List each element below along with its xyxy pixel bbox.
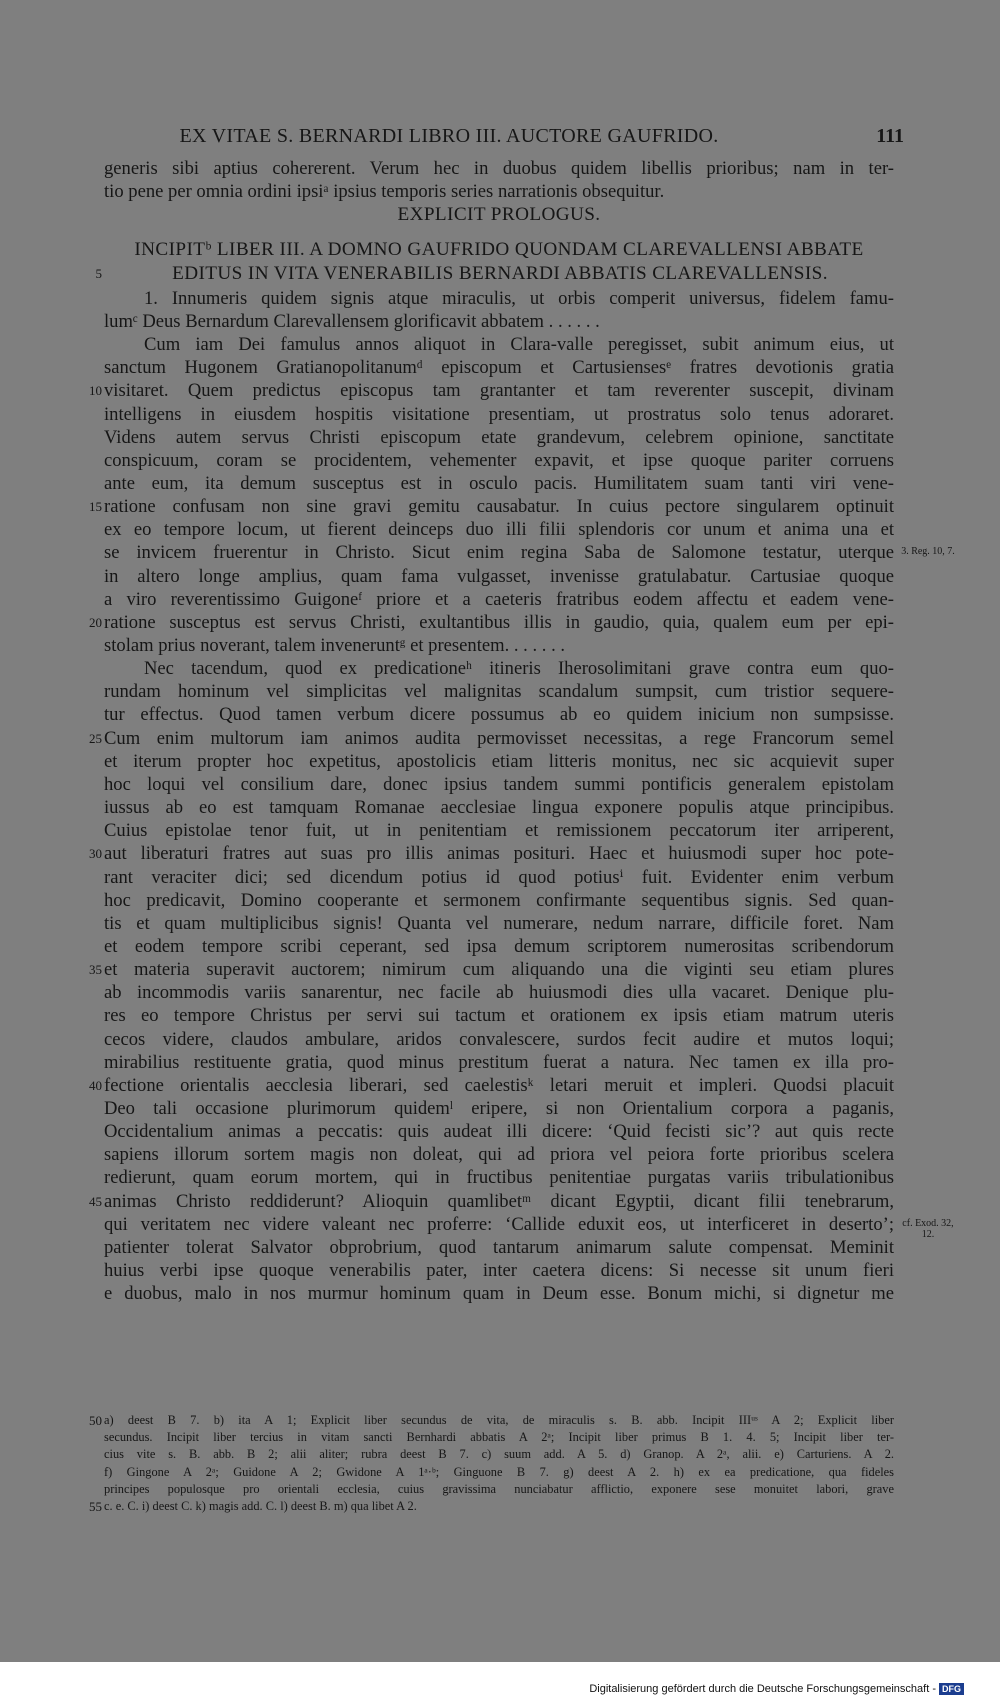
text-line: tis et quam multiplicibus signis! Quanta vel numerare, nedum narrare, difficile foret. Nam [104, 912, 894, 934]
text-line: aut liberaturi fratres aut suas pro illis animas posituri. Haec et huiusmodi super hoc pote- [104, 843, 894, 865]
text-line: iussus ab eo est tamquam Romanae aecclesiae lingua exponere populis atque principibus. [104, 797, 894, 819]
text-line: mirabilius restituente gratia, quod minus prestitum fuerat a natura. Nec tamen ex illa pro- [104, 1051, 894, 1073]
footnote-line: c. e. C. i) deest C. k) magis add. C. l) deest B. m) qua libet A 2. [104, 1499, 417, 1513]
text-line: Videns autem servus Christi episcopum etate grandevum, celebrem opinione, sanctitate [104, 426, 894, 448]
text-line: Nec tacendum, quod ex predicationeʰ itineris Iherosolimitani grave contra eum quo- [144, 658, 894, 680]
text-line: Cuius epistolae tenor fuit, ut in penitentiam et remissionem peccatorum iter arriperent, [104, 820, 894, 842]
credit-text: Digitalisierung gefördert durch die Deutsche Forschungsgemeinschaft - [589, 1683, 936, 1695]
text-line: Cum enim multorum iam animos audita permovisset necessitas, a rege Francorum semel [104, 727, 894, 749]
margin-reference: cf. Exod. 32, 12. [902, 1217, 954, 1240]
text-line: et iterum propter hoc expetitus, apostolicis etiam litteris monitus, nec sic acquievit super [104, 750, 894, 772]
text-line: tio pene per omnia ordini ipsiᵃ ipsius temporis series narrationis obsequitur. [104, 181, 665, 203]
line-number: 20 [89, 614, 102, 630]
line-number: 25 [89, 730, 102, 746]
line-number: 30 [89, 846, 102, 862]
text-line: huius verbi ipse quoque venerabilis pater, inter caetera dicens: Si necesse sit unum fieri [104, 1260, 894, 1282]
line-number: 5 [95, 265, 102, 281]
text-line: intelligens in eiusdem hospitis visitatione presentiam, ut prostratus solo tenus adoraret. [104, 403, 894, 425]
text-line: ratione susceptus est servus Christi, exultantibus illis in gaudio, quia, qualem eum per epi- [104, 611, 894, 633]
text-line: rant veraciter dici; sed dicendum potius id quod potiusⁱ fuit. Evidenter enim verbum [104, 866, 894, 888]
text-line: redierunt, quam eorum mortem, qui in fructibus penitentiae purgatas variis tribulationibus [104, 1167, 894, 1189]
text-line: animas Christo reddiderunt? Alioquin quamlibetᵐ dicant Egyptii, dicant filii tenebrarum, [104, 1190, 894, 1212]
text-line: in altero longe amplius, quam fama vulgasset, invenisse gratulabatur. Cartusiae quoque [104, 565, 894, 587]
text-line: ex eo tempore locum, ut fierent deinceps duo illi filii splendoris cor unum et anima una et [104, 519, 894, 541]
text-line: ab incommodis variis sanarentur, nec facile ab huiusmodi dies ulla vacaret. Denique plu- [104, 982, 894, 1004]
text-line: rundam hominum vel simplicitas vel malignitas scandalum sumpsit, cum tristior sequere- [104, 681, 894, 703]
text-line: hoc predicavit, Domino cooperante et sermonem confirmante sequentibus signis. Sed quan- [104, 889, 894, 911]
text-line: res eo tempore Christus per servi sui tactum et orationem ex ipsis etiam matrum uteris [104, 1005, 894, 1027]
text-line: generis sibi aptius cohererent. Verum hec in duobus quidem libellis prioribus; nam in ter- [104, 158, 894, 179]
text-line: stolam prius noverant, talem inveneruntᵍ et presentem. . . . . . . [104, 635, 566, 656]
dfg-logo: DFG [939, 1683, 964, 1695]
text-line: sanctum Hugonem Gratianopolitanumᵈ episcopum et Cartusiensesᵉ fratres devotionis gratia [104, 357, 894, 379]
text-line: Deo tali occasione plurimorum quidemˡ eripere, si non Orientalium corpora a paganis, [104, 1098, 894, 1119]
footnote-line: cius vite s. B. abb. B 2; alii aliter; rubra deest B 7. c) suum add. A 5. d) Granop. A 2ᵃ, alii. e) Carturiens. A 2. [104, 1447, 894, 1462]
text-line: cecos videre, claudos ambulare, aridos convalescere, surdos fecit audire et mutos loqui; [104, 1028, 894, 1050]
running-title: EX VITAE S. BERNARDI LIBRO III. AUCTORE GAUFRIDO. [179, 125, 719, 147]
footnote-line: secundus. Incipit liber tercius in vitam sancti Bernhardi abbatis A 2ᵃ; Incipit liber primus B 1. 4. 5; Incipit liber ter- [104, 1430, 894, 1445]
text-line: fectione orientalis aecclesia liberari, sed caelestisᵏ letari meruit et impleri. Quodsi placuit [104, 1074, 894, 1096]
line-number: 45 [89, 1193, 102, 1209]
text-line: et materia superavit auctorem; nimirum cum aliquando una die viginti seu etiam plures [104, 959, 894, 981]
line-number: 40 [89, 1077, 102, 1093]
text-line: tur effectus. Quod tamen verbum dicere possumus ab eo quidem inicium non sumpsisse. [104, 704, 894, 726]
text-line: 1. Innumeris quidem signis atque miraculis, ut orbis comperit universus, fidelem famu- [144, 287, 894, 309]
text-line: a viro reverentissimo Guigoneᶠ priore et a caeteris fratribus eodem affectu et eadem vene- [104, 588, 894, 610]
text-line: lumᶜ Deus Bernardum Clarevallensem glorificavit abbatem . . . . . . [104, 310, 600, 332]
text-line: se invicem fruerentur in Christo. Sicut enim regina Saba de Salomone testatur, uterque [104, 542, 894, 564]
text-line: e duobus, malo in nos murmur hominum quam in Deum esse. Bonum michi, si dignetur me [104, 1283, 894, 1305]
text-line: patienter tolerat Salvator obprobrium, quod tantarum animarum salute compensat. Meminit [104, 1236, 894, 1258]
line-number: 10 [89, 383, 102, 399]
text-line: ratione confusam non sine gravi gemitu causabatur. In cuius pectore singularem optinuit [104, 496, 894, 518]
text-line: hoc loqui vel consilium dare, donec ipsius tandem summi pontificis generalem epistolam [104, 773, 894, 795]
text-line: ante eum, ita demum susceptus est in osculo pacis. Humilitatem suam tanti viri vene- [104, 472, 894, 494]
text-line: conspicuum, coram se procidentem, vehementer expavit, et ipse quoque pariter corruens [104, 449, 894, 471]
margin-reference: 3. Reg. 10, 7. [901, 546, 955, 558]
text-line: et eodem tempore scribi ceperant, sed ipsa demum scriptorem numerositas scribendorum [104, 935, 894, 957]
text-line: Cum iam Dei famulus annos aliquot in Clara-valle peregisset, subit animum eius, ut [144, 334, 894, 356]
text-line: EDITUS IN VITA VENERABILIS BERNARDI ABBATIS CLAREVALLENSIS. [172, 262, 828, 284]
text-line: INCIPITᵇ LIBER III. A DOMNO GAUFRIDO QUONDAM CLAREVALLENSI ABBATE [134, 239, 864, 261]
line-number: 35 [89, 962, 102, 978]
page-number: 111 [876, 125, 904, 147]
footnote-line: f) Gingone A 2ᵃ; Guidone A 2; Gwidone A 1ᵃ·ᵇ; Ginguone B 7. g) deest A 2. h) ex ea predicatione, qua fideles [104, 1464, 894, 1479]
text-line: Occidentalium animas a peccatis: quis audeat illi dicere: ‘Quid fecisti sic’? aut quis recte [104, 1121, 894, 1143]
text-line: sapiens illorum sortem magis non doleat, qui ad priora vel peiora forte prioribus scelera [104, 1144, 894, 1166]
line-number: 15 [89, 499, 102, 515]
text-line: visitaret. Quem predictus episcopus tam grantanter et tam reverenter suscepit, divinam [104, 380, 894, 402]
footnote-line: principes populosque pro orientali ecclesia, cuius gravissima nunciabatur afflictio, exponere sese monuitet labori, grave [104, 1481, 894, 1496]
text-line: EXPLICIT PROLOGUS. [397, 204, 601, 226]
digitization-credit [589, 1683, 964, 1695]
page-header [104, 125, 904, 155]
text-line: qui veritatem nec videre valeant nec proferre: ‘Callide eduxit eos, ut interficeret in deserto’; [104, 1213, 894, 1235]
line-number: 50 [89, 1413, 102, 1428]
footnote-line: a) deest B 7. b) ita A 1; Explicit liber secundus de vita, de miraculis s. B. abb. Incipit IIIᵘˢ A 2; Explicit liber [104, 1413, 894, 1427]
line-number: 55 [89, 1499, 102, 1514]
